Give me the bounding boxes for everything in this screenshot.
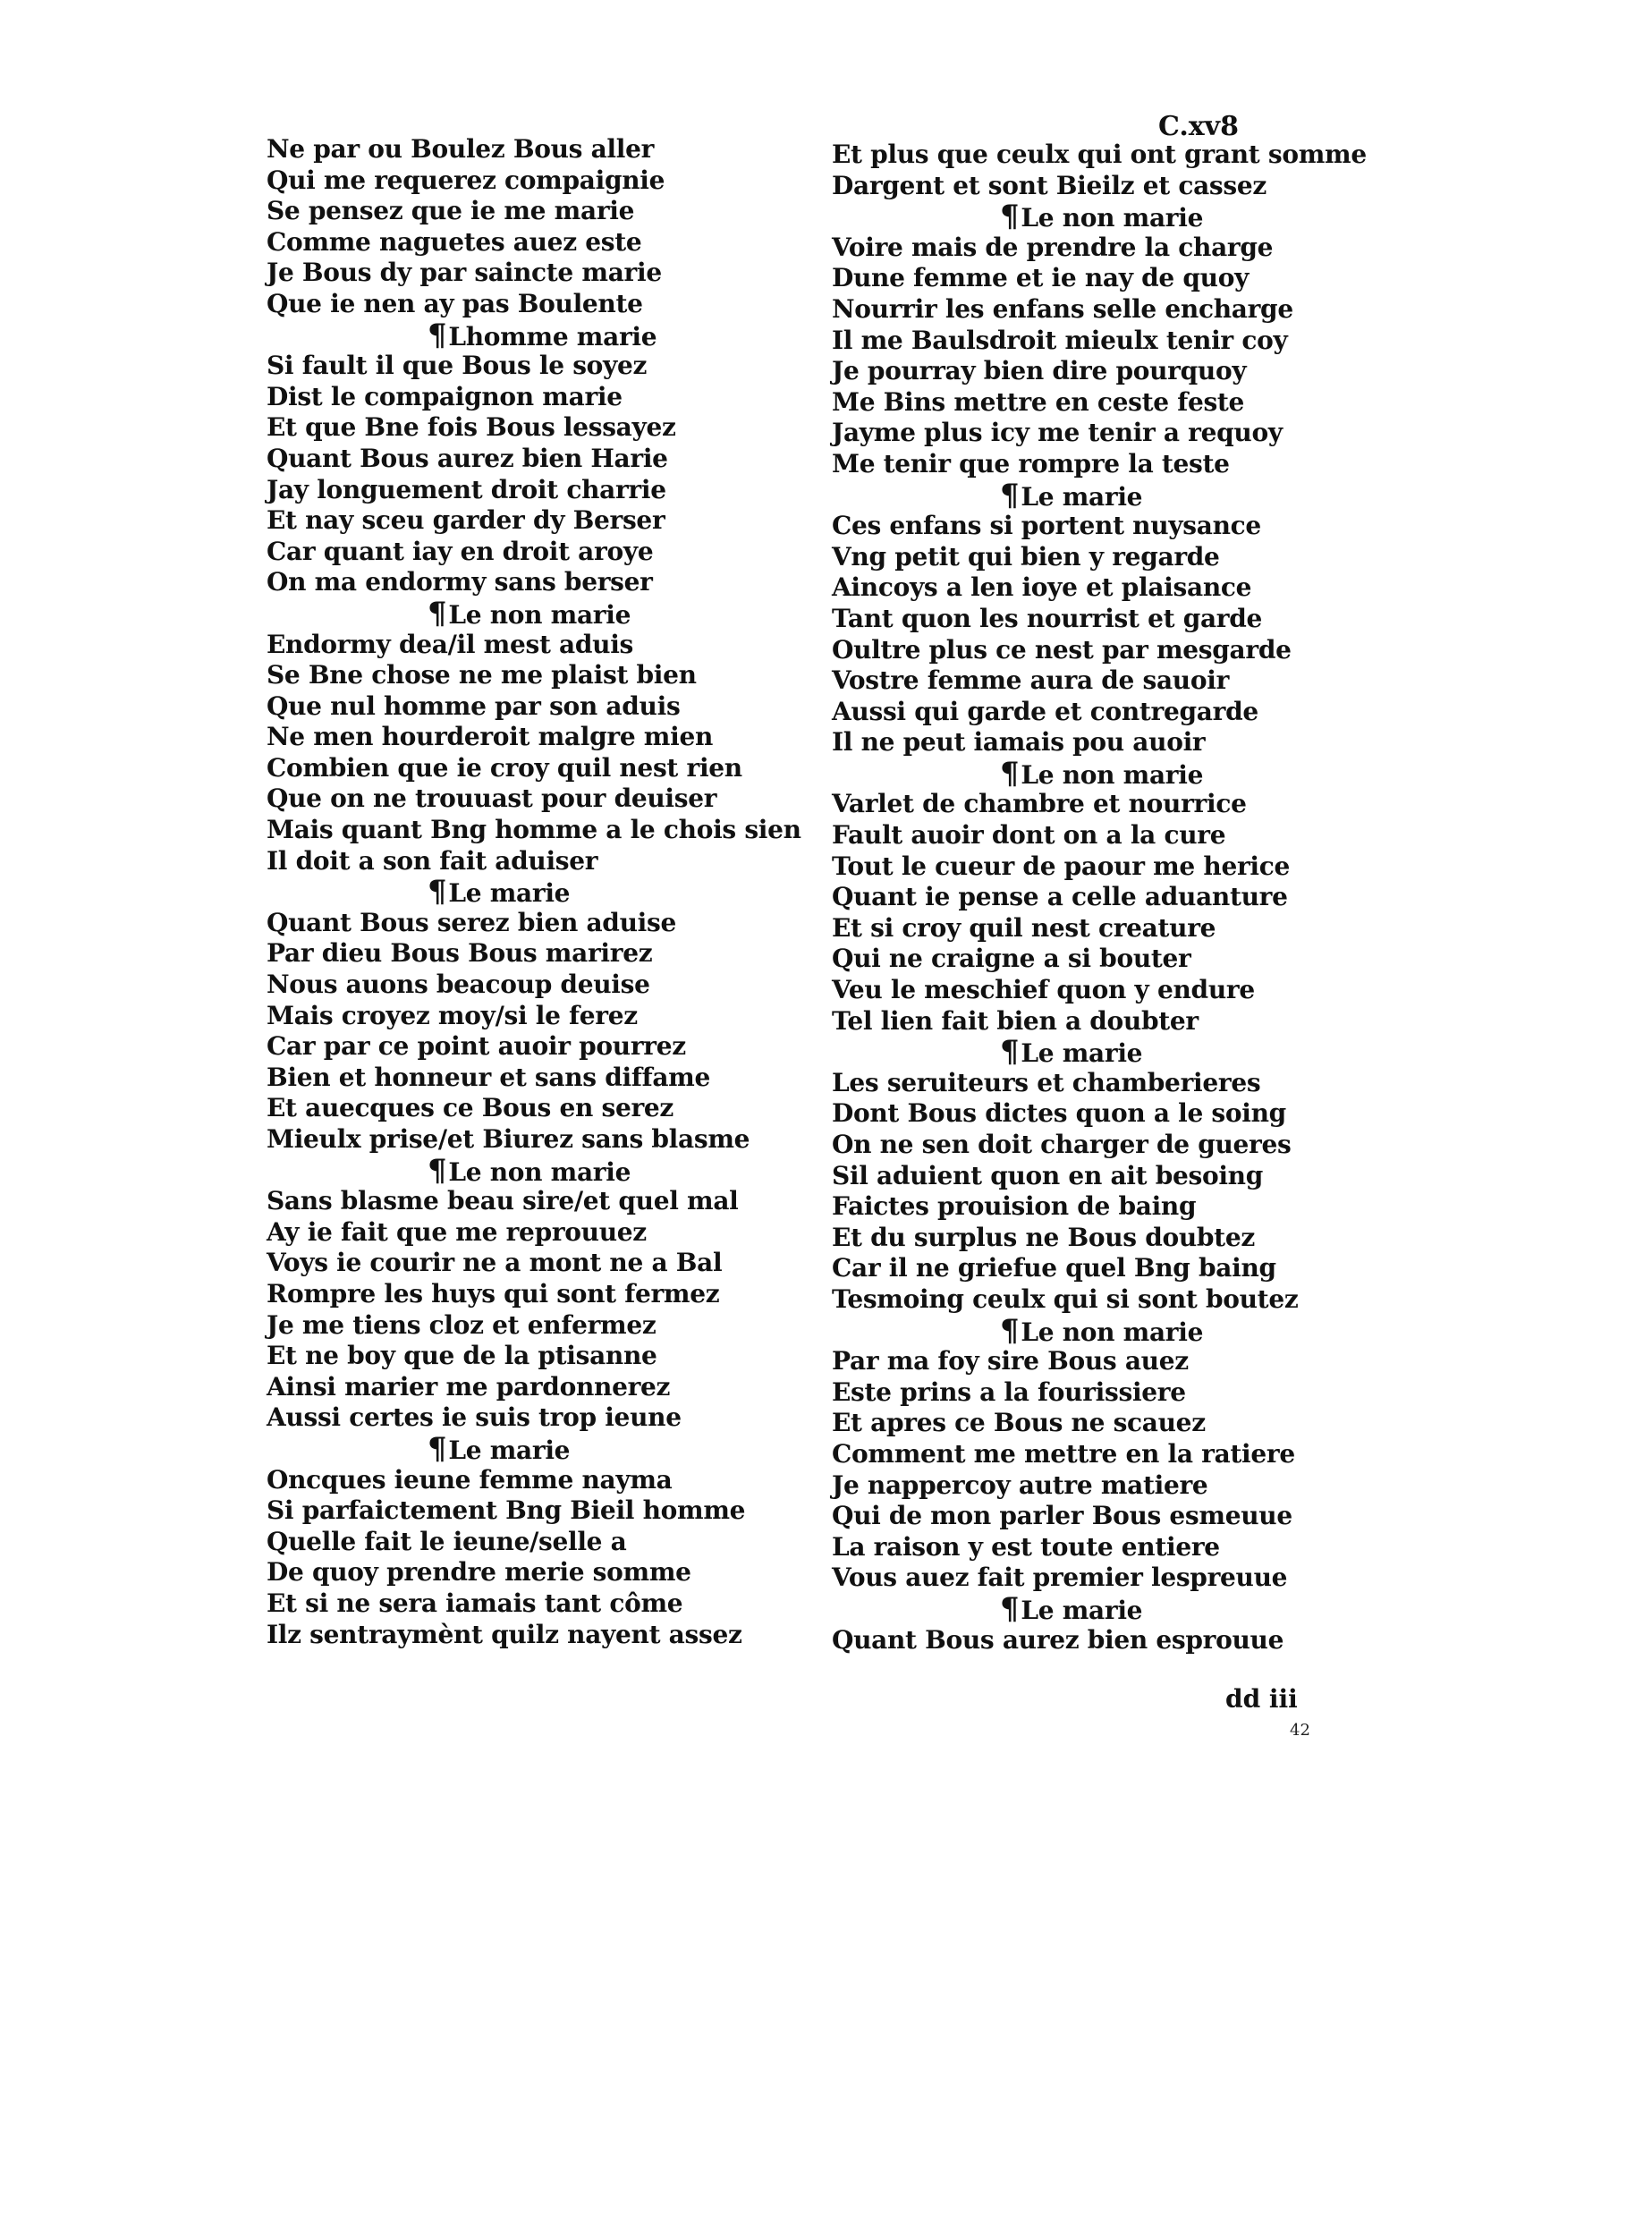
- verse-line: Par ma foy sire Bous auez: [832, 1346, 1189, 1376]
- verse-line: Et si croy quil nest creature: [832, 912, 1216, 943]
- verse-line: Aussi qui garde et contregarde: [832, 696, 1258, 726]
- verse-line: Que on ne trouuast pour deuiser: [267, 783, 717, 814]
- verse-line: Tout le cueur de paour me herice: [832, 851, 1291, 881]
- verse-line: Quant Bous aurez bien Harie: [267, 443, 668, 473]
- verse-line: Je me tiens cloz et enfermez: [267, 1309, 657, 1340]
- verse-line: Tesmoing ceulx qui si sont boutez: [832, 1283, 1299, 1314]
- speaker-rubric: [832, 201, 1368, 233]
- verse-line: Et apres ce Bous ne scauez: [832, 1408, 1206, 1438]
- verse-line: Qui ne craigne a si bouter: [832, 944, 1191, 974]
- pilcrow-icon: ¶: [1000, 199, 1020, 235]
- verse-line: Car par ce point auoir pourrez: [267, 1031, 686, 1062]
- verse-line: Comme naguetes auez este: [267, 226, 642, 257]
- speaker-name: Le non marie: [448, 599, 631, 630]
- verse-line: Je pourray bien dire pourquoy: [832, 356, 1247, 386]
- verse-line: Qui me requerez compaignie: [267, 165, 665, 195]
- verse-line: Dist le compaignon marie: [267, 381, 623, 411]
- verse-line: Quant ie pense a celle aduanture: [832, 882, 1288, 912]
- verse-line: Que nul homme par son aduis: [267, 690, 681, 721]
- verse-line: Si parfaictement Bng Bieil homme: [267, 1495, 746, 1526]
- verse-line: De quoy prendre merie somme: [267, 1557, 691, 1588]
- verse-line: Me Bins mettre en ceste feste: [832, 386, 1245, 417]
- left-verse-column: [267, 134, 839, 1650]
- pilcrow-icon: ¶: [1000, 1312, 1020, 1349]
- verse-line: Veu le meschief quon y endure: [832, 975, 1255, 1005]
- verse-line: Sans blasme beau sire/et quel mal: [267, 1186, 739, 1216]
- verse-line: Vng petit qui bien y regarde: [832, 541, 1220, 572]
- speaker-name: Le marie: [1021, 481, 1143, 512]
- verse-line: La raison y est toute entiere: [832, 1531, 1220, 1562]
- speaker-name: Le marie: [1021, 1038, 1143, 1069]
- verse-line: Nourrir les enfans selle encharge: [832, 293, 1293, 324]
- verse-line: On ma endormy sans berser: [267, 567, 653, 597]
- verse-line: Tel lien fait bien a doubter: [832, 1005, 1199, 1036]
- verse-line: Et plus que ceulx qui ont grant somme: [832, 140, 1367, 169]
- verse-line: Voire mais de prendre la charge: [832, 232, 1274, 262]
- pilcrow-icon: ¶: [1000, 755, 1020, 792]
- verse-line: Faictes prouision de baing: [832, 1191, 1197, 1222]
- verse-line: Ces enfans si portent nuysance: [832, 511, 1261, 541]
- pilcrow-icon: ¶: [1000, 477, 1020, 513]
- verse-line: Si fault il que Bous le soyez: [267, 351, 648, 381]
- verse-line: Vostre femme aura de sauoir: [832, 665, 1230, 696]
- verse-line: Quant Bous serez bien aduise: [267, 907, 676, 937]
- speaker-name: Le non marie: [1021, 203, 1204, 233]
- verse-line: Combien que ie croy quil nest rien: [267, 752, 742, 783]
- verse-line: Comment me mettre en la ratiere: [832, 1438, 1295, 1469]
- verse-line: Et si ne sera iamais tant côme: [267, 1588, 683, 1618]
- verse-line: Oncques ieune femme nayma: [267, 1464, 673, 1495]
- verse-line: Car il ne griefue quel Bng baing: [832, 1253, 1276, 1283]
- speaker-name: Le marie: [448, 1435, 571, 1465]
- speaker-rubric: [267, 317, 839, 353]
- pilcrow-icon: ¶: [428, 1430, 447, 1467]
- verse-line: Je nappercoy autre matiere: [832, 1469, 1208, 1500]
- verse-line: Qui de mon parler Bous esmeuue: [832, 1501, 1292, 1531]
- verse-line: Jayme plus icy me tenir a requoy: [832, 418, 1283, 448]
- speaker-name: Le marie: [448, 878, 571, 909]
- verse-line: Il doit a son fait aduiser: [267, 845, 598, 876]
- speaker-rubric: [832, 755, 1368, 792]
- verse-line: Les seruiteurs et chamberieres: [832, 1067, 1261, 1097]
- verse-line: Sil aduient quon en ait besoing: [832, 1160, 1264, 1190]
- verse-line: Aincoys a len ioye et plaisance: [832, 572, 1252, 603]
- verse-line: Ne men hourderoit malgre mien: [267, 722, 714, 752]
- verse-line: Quant Bous aurez bien esprouue: [832, 1624, 1284, 1655]
- speaker-rubric: [267, 595, 839, 631]
- verse-line: Et du surplus ne Bous doubtez: [832, 1222, 1255, 1252]
- verse-line: Tant quon les nourrist et garde: [832, 603, 1263, 633]
- verse-line: Dont Bous dictes quon a le soing: [832, 1098, 1286, 1129]
- verse-line: Este prins a la fourissiere: [832, 1376, 1186, 1407]
- verse-line: Varlet de chambre et nourrice: [832, 789, 1247, 819]
- verse-line: Fault auoir dont on a la cure: [832, 820, 1226, 851]
- speaker-rubric: [267, 1430, 839, 1467]
- verse-line: Il me Baulsdroit mieulx tenir coy: [832, 325, 1288, 355]
- verse-line: Endormy dea/il mest aduis: [267, 629, 633, 659]
- verse-line: Nous auons beacoup deuise: [267, 970, 650, 1000]
- verse-line: Rompre les huys qui sont fermez: [267, 1278, 720, 1309]
- verse-line: Et que Bne fois Bous lessayez: [267, 412, 676, 443]
- verse-line: Bien et honneur et sans diffame: [267, 1062, 710, 1092]
- right-verse-column: [832, 140, 1368, 1656]
- verse-line: Que ie nen ay pas Boulente: [267, 288, 643, 318]
- verse-line: Se pensez que ie me marie: [267, 196, 635, 226]
- speaker-name: Le non marie: [448, 1156, 631, 1187]
- verse-line: Dargent et sont Bieilz et cassez: [832, 170, 1267, 200]
- verse-line: Dune femme et ie nay de quoy: [832, 263, 1250, 293]
- pilcrow-icon: ¶: [428, 595, 447, 631]
- speaker-name: Le non marie: [1021, 1317, 1204, 1347]
- verse-line: Oultre plus ce nest par mesgarde: [832, 634, 1292, 665]
- verse-line: Je Bous dy par saincte marie: [267, 258, 662, 288]
- speaker-rubric: [832, 1312, 1368, 1349]
- speaker-name: Le non marie: [1021, 759, 1204, 790]
- pilcrow-icon: ¶: [1000, 1590, 1020, 1627]
- verse-line: Et nay sceu garder dy Berser: [267, 505, 665, 536]
- verse-line: Ilz sentraymènt quilz nayent assez: [267, 1619, 742, 1649]
- page-number: 42: [1290, 1721, 1310, 1740]
- folio-header: C.xv8: [1158, 111, 1239, 142]
- speaker-name: Le marie: [1021, 1595, 1143, 1625]
- speaker-name: Lhomme marie: [448, 321, 657, 351]
- pilcrow-icon: ¶: [428, 1152, 447, 1189]
- verse-line: Quelle fait le ieune/selle a: [267, 1526, 627, 1556]
- verse-line: Il ne peut iamais pou auoir: [832, 727, 1206, 758]
- speaker-rubric: [832, 1034, 1368, 1071]
- verse-line: Vous auez fait premier lespreuue: [832, 1563, 1288, 1593]
- verse-line: Me tenir que rompre la teste: [832, 448, 1230, 479]
- verse-line: Car quant iay en droit aroye: [267, 536, 654, 566]
- verse-line: Ne par ou Boulez Bous aller: [267, 134, 655, 164]
- pilcrow-icon: ¶: [428, 874, 447, 910]
- verse-line: Et auecques ce Bous en serez: [267, 1093, 674, 1123]
- verse-line: Mais quant Bng homme a le chois sien: [267, 815, 801, 845]
- verse-line: Ay ie fait que me reprouuez: [267, 1216, 647, 1247]
- signature-mark: dd iii: [1225, 1684, 1298, 1714]
- pilcrow-icon: ¶: [428, 317, 447, 353]
- verse-line: Aussi certes ie suis trop ieune: [267, 1402, 682, 1433]
- speaker-rubric: [832, 477, 1368, 513]
- verse-line: Ainsi marier me pardonnerez: [267, 1371, 671, 1402]
- verse-line: Se Bne chose ne me plaist bien: [267, 660, 697, 690]
- speaker-rubric: [267, 1152, 839, 1189]
- pilcrow-icon: ¶: [1000, 1034, 1020, 1071]
- verse-line: Voys ie courir ne a mont ne a Bal: [267, 1248, 723, 1278]
- verse-line: On ne sen doit charger de gueres: [832, 1130, 1292, 1159]
- speaker-rubric: [267, 874, 839, 910]
- verse-line: Mais croyez moy/si le ferez: [267, 1000, 638, 1030]
- verse-line: Par dieu Bous Bous marirez: [267, 938, 653, 969]
- verse-line: Jay longuement droit charrie: [267, 474, 666, 504]
- speaker-rubric: [832, 1590, 1368, 1627]
- verse-line: Mieulx prise/et Biurez sans blasme: [267, 1124, 750, 1154]
- verse-line: Et ne boy que de la ptisanne: [267, 1341, 657, 1371]
